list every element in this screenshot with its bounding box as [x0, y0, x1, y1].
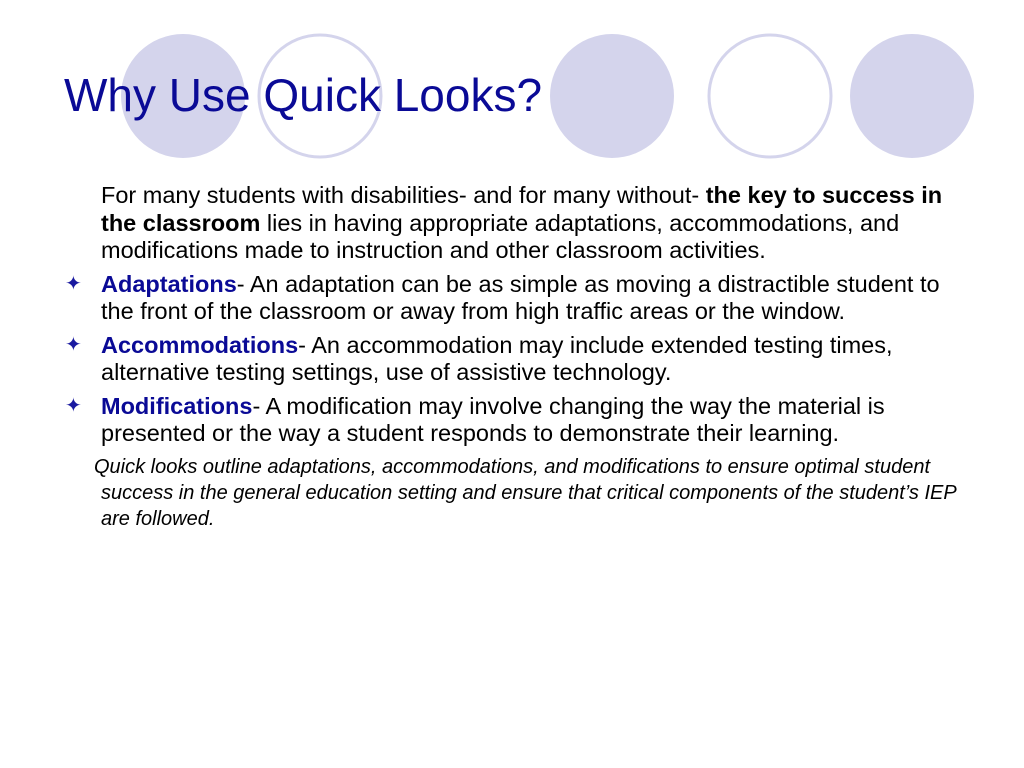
star-bullet-icon: ✦ — [65, 394, 82, 417]
quick-looks-note: Quick looks outline adaptations, accommodations, and modifications to ensure optimal student success in the general education setting and ensure that critical components of the student’s IEP are followed. — [94, 455, 956, 530]
star-bullet-icon: ✦ — [65, 333, 82, 356]
bullet-accommodations — [65, 331, 968, 387]
star-bullet-icon: ✦ — [65, 272, 82, 295]
intro-suffix: lies in having appropriate adaptations, accommodations, and modifications made to instruction and other classroom activities. — [101, 209, 900, 263]
circle-filled-3 — [850, 34, 974, 158]
slide-title: Why Use Quick Looks? — [64, 69, 543, 121]
bullet-modifications — [65, 392, 968, 448]
slide-body — [0, 182, 1024, 532]
bullet-text: - An accommodation may include extended testing times, alternative testing settings, use of assistive technology. — [101, 331, 893, 385]
circle-outline-2 — [709, 35, 831, 157]
intro-paragraph — [101, 182, 968, 265]
intro-emphasis: the key to success in the classroom — [101, 182, 943, 236]
bullet-term: Adaptations — [101, 270, 237, 297]
bullet-text: - A modification may involve changing the way the material is presented or the way a student responds to demonstrate their learning. — [101, 392, 885, 446]
bullet-term: Modifications — [101, 392, 253, 419]
bullet-term: Accommodations — [101, 331, 299, 358]
bullet-adaptations — [65, 270, 968, 326]
bullet-text: - An adaptation can be as simple as moving a distractible student to the front of the classroom or away from high traffic areas or the window. — [101, 270, 940, 324]
circle-filled-2 — [550, 34, 674, 158]
intro-prefix: For many students with disabilities- and for many without- — [101, 182, 706, 208]
